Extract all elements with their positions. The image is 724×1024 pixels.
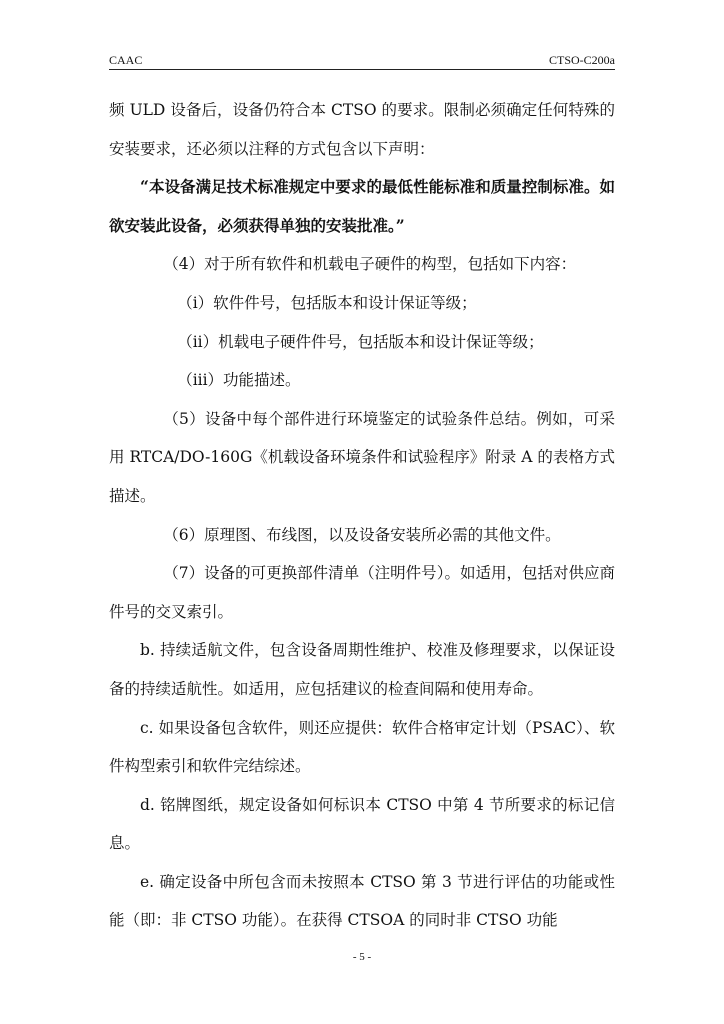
list-item-7: （7）设备的可更换部件清单（注明件号）。如适用，包括对供应商件号的交叉索引。	[109, 564, 615, 621]
list-item-e: e. 确定设备中所包含而未按照本 CTSO 第 3 节进行评估的功能或性能（即：非 CTSO 功能）。在获得 CTSOA 的同时非 CTSO 功能	[109, 872, 615, 930]
list-item-5: （5）设备中每个部件进行环境鉴定的试验条件总结。例如，可采用 RTCA/DO-160G《机载设备环境条件和试验程序》附录 A 的表格方式描述。	[109, 409, 615, 505]
list-subitem-iii: （iii）功能描述。	[177, 371, 301, 390]
page-header	[109, 51, 615, 70]
list-item-c: c. 如果设备包含软件，则还应提供：软件合格审定计划（PSAC）、软件构型索引和软件完结综述。	[109, 718, 615, 776]
list-subitem-ii: （ii）机载电子硬件件号，包括版本和设计保证等级；	[177, 332, 544, 351]
paragraph-uld-requirements: 频 ULD 设备后，设备仍符合本 CTSO 的要求。限制必须确定任何特殊的安装要求，还必须以注释的方式包含以下声明：	[109, 101, 615, 158]
list-item-4: （4）对于所有软件和机载电子硬件的构型，包括如下内容：	[163, 255, 577, 274]
document-body	[109, 91, 615, 940]
list-subitem-i: （i）软件件号，包括版本和设计保证等级；	[177, 293, 477, 312]
header-left-text: CAAC	[109, 53, 143, 67]
header-right-text: CTSO-C200a	[549, 53, 615, 67]
list-item-b: b. 持续适航文件，包含设备周期性维护、校准及修理要求，以保证设备的持续适航性。如适用，应包括建议的检查间隔和使用寿命。	[109, 641, 615, 698]
list-item-d: d. 铭牌图纸，规定设备如何标识本 CTSO 中第 4 节所要求的标记信息。	[109, 795, 615, 853]
list-item-6: （6）原理图、布线图，以及设备安装所必需的其他文件。	[163, 525, 561, 544]
paragraph-installation-statement: “本设备满足技术标准规定中要求的最低性能标准和质量控制标准。如欲安装此设备，必须获得单独的安装批准。”	[109, 177, 615, 235]
page-number: - 5 -	[352, 951, 372, 963]
